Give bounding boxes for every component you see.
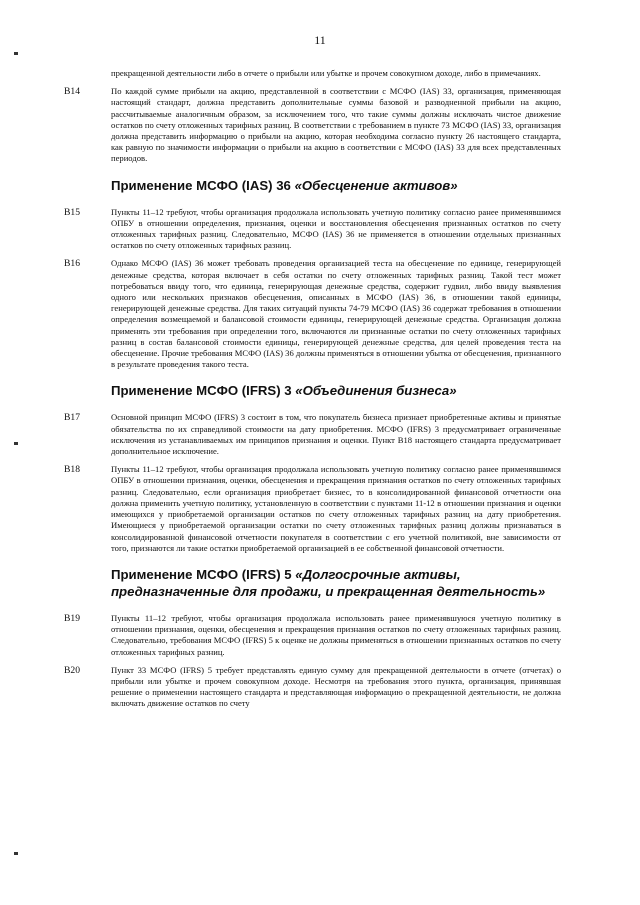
heading-italic: «Долгосрочные активы, предназначенные для продажи, и прекращенная деятельность» [111,566,546,599]
paragraph-number: B17 [64,412,80,424]
paragraph-continuation [64,68,564,79]
paragraph-number: B19 [64,612,80,624]
heading-italic: «Объединения бизнеса» [295,383,457,399]
binder-mark [14,852,18,855]
paragraph-text: прекращенной деятельности либо в отчете о прибыли или убытке и прочем совокупном доходе, либо в примечаниях. [111,68,541,78]
paragraph-number: B18 [64,464,80,476]
paragraph-b20 [64,665,564,710]
heading-prefix: Применение МСФО (IAS) 36 [111,177,295,193]
section-heading-ifrs3 [111,382,564,399]
paragraph-text: Пункты 11–12 требуют, чтобы организация продолжала использовать учетную политику согласно ранее применявшимся ОПБУ в отношении признания, оценки, обесценения и прекращения признания остатков по счету отложенных тарифных разниц. Следовательно, если организация приобретает бизнес, то в консолидированной финансовой отчетности она должна применить учетную политику, установленную в соответствии с пунктами 11-12 в отношении признания и оценки имеющихся у приобретаемой организации остатков по счету отложенных тарифных разниц на дату приобретения. Имеющиеся у приобретаемой организации остатки по счету отложенных тарифных разниц должны признаваться в консолидированной финансовой отчетности покупателя в соответствии с его учетной политикой, вне зависимости от того, признаются ли такие остатки приобретаемой организацией в ее собственной финансовой отчетности. [111,464,561,553]
paragraph-b17 [64,412,564,457]
heading-prefix: Применение МСФО (IFRS) 5 [111,566,296,582]
heading-italic: «Обесценение активов» [294,177,458,193]
paragraph-b16 [64,258,564,370]
heading-prefix: Применение МСФО (IFRS) 3 [111,383,296,399]
paragraph-text: Пункты 11–12 требуют, чтобы организация продолжала использовать учетную политику согласно ранее применявшимся ОПБУ в отношении определения, признания, оценки и восстановления обесценения признанных остатков по счету отложенных тарифных разниц. Следовательно, МСФО (IAS) 36 не применяется в отношении отдельных признанных остатков по счету отложенных тарифных разниц. [111,206,561,251]
paragraph-number: B14 [64,86,80,98]
paragraph-text: Однако МСФО (IAS) 36 может требовать проведения организацией теста на обесценение по единице, генерирующей денежные средства, которая включает в себя остатки по счету отложенных тарифных разниц. Такой тест может потребоваться ввиду того, что единица, генерирующая денежные средства, содержит гудвил, либо ввиду выявления одного или нескольких признаков обесценения, описанных в МСФО (IAS) 36, в отношении такой единицы, генерирующей денежные средства. Для таких ситуаций пункты 74-79 МСФО (IAS) 36 содержат требования в отношении определения возмещаемой и балансовой стоимости единицы, генерирующей денежные средства. Организация должна применять эти требования при определении того, включаются ли признанные остатки по счету отложенных тарифных разниц в состав балансовой стоимости единицы, генерирующей денежные средства, для целей проведения теста на обесценение. Прочие требования МСФО (IAS) 36 должны применяться в отношении убытка от обесценения, признанного в результате проведения такого теста. [111,258,561,370]
paragraph-number: B16 [64,258,80,270]
paragraph-b15 [64,207,564,252]
section-heading-ias36 [111,177,564,194]
paragraph-b18 [64,464,564,554]
paragraph-text: По каждой сумме прибыли на акцию, представленной в соответствии с МСФО (IAS) 33, организация, применяющая настоящий стандарт, должна представить дополнительные суммы базовой и разводненной прибыли на акцию, рассчитываемые аналогичным образом, за исключением того, что такие суммы должны исключать чистое движение остатков по счету отложенных тарифных разниц. В соответствии с требованием в пункте 73 МСФО (IAS) 33, организация должна представить информацию о прибыли на акцию, которая необходима согласно пункту 26 настоящего стандарта, как равную по значимости информации о прибыли на акцию в соответствии с МСФО (IAS) 33 для всех представленных периодов. [111,86,561,164]
binder-mark [14,442,18,445]
paragraph-text: Основной принцип МСФО (IFRS) 3 состоит в том, что покупатель бизнеса признает приобретенные активы и принятые обязательства по их справедливой стоимости на дату приобретения. МСФО (IFRS) 3 предусматривает ограниченные исключения из устанавливаемых им принципов признания и оценки. Пункт B18 настоящего стандарта предусматривает дополнительное исключение. [111,412,561,457]
page-number: 11 [314,33,326,47]
paragraph-b14 [64,86,564,164]
section-heading-ifrs5 [111,566,564,600]
paragraph-number: B15 [64,206,80,218]
paragraph-b19 [64,613,564,658]
paragraph-text: Пункты 11–12 требуют, чтобы организация продолжала использовать ранее применявшуюся учетную политику в отношении признания, оценки, обесценения и прекращения признания остатков по счету отложенных тарифных разниц. Следовательно, требования МСФО (IFRS) 5 к оценке не должны применяться в отношении признанных остатков по счету отложенных тарифных разниц. [111,612,561,657]
document-body [64,68,564,717]
paragraph-text: Пункт 33 МСФО (IFRS) 5 требует представлять единую сумму для прекращенной деятельности в отчете (отчетах) о прибыли или убытке и прочем совокупном доходе. Несмотря на требования этого пункта, организация, принявшая решение о применении настоящего стандарта и представляющая информацию о прекращенной деятельности, не должна включать движение остатков по счету [111,664,561,709]
paragraph-number: B20 [64,664,80,676]
binder-mark [14,52,18,55]
